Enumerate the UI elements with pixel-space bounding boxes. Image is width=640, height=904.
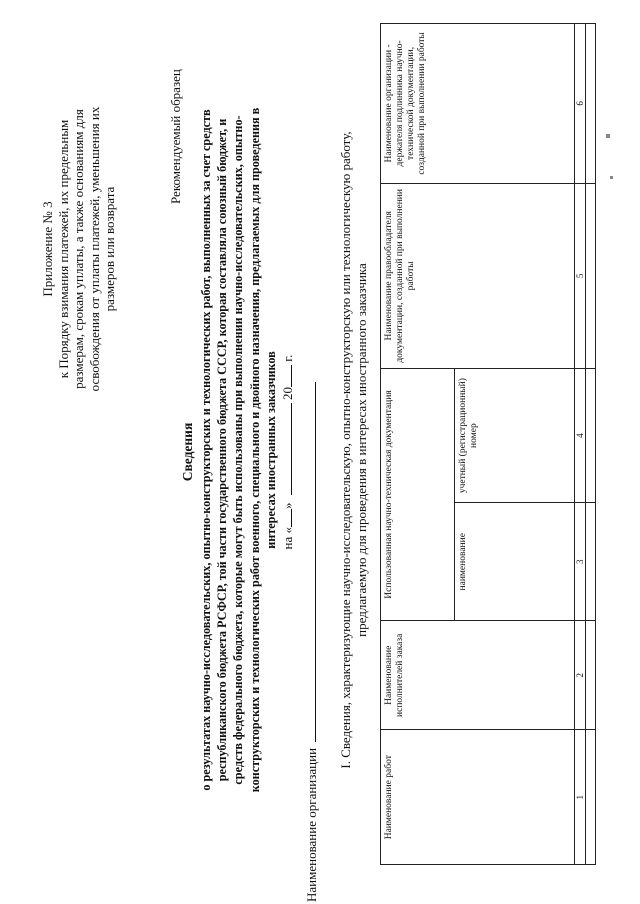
year-suffix: г. xyxy=(280,354,295,362)
table-cell xyxy=(586,621,596,730)
appendix-number: Приложение № 3 xyxy=(40,201,55,297)
lead-line: республиканского бюджета РСФСР, той части государственного бюджета СССР, которая составляла союзный бюджет, и xyxy=(215,118,230,782)
table-cell xyxy=(586,24,596,184)
table-row xyxy=(586,24,596,865)
section-line: I. Сведения, характеризующие научно-исследовательскую, опытно-конструкторскую или технологическую работу, xyxy=(338,131,353,769)
date-line xyxy=(280,0,296,904)
column-number: 4 xyxy=(575,368,586,503)
document-title: Сведения xyxy=(180,422,195,482)
sample-label: Рекомендуемый образец xyxy=(168,69,183,204)
section-line: предлагаемую для проведения в интересах иностранного заказчика xyxy=(354,263,369,637)
appendix-line: размеров или возврата xyxy=(102,186,117,312)
organization-blank xyxy=(304,382,316,742)
year-prefix: 20 xyxy=(280,386,295,400)
header-doc-name: наименование xyxy=(455,503,575,621)
appendix-line: освобождения от уплаты платежей, уменьшения их xyxy=(86,106,102,392)
year-blank xyxy=(281,365,292,387)
header-documentation-group: Использованная научно-техническая документация xyxy=(381,368,455,620)
lead-line: конструкторских и технологических работ военного, специального и двойного назначения, предлагаемых для проведения в xyxy=(247,107,262,793)
header-original-holder: Наименование организации - держателя подлинника научно-технической документации, созданной при выполнении работы xyxy=(381,24,575,184)
column-number: 2 xyxy=(575,621,586,730)
table-cell xyxy=(586,368,596,503)
table-cell xyxy=(586,730,596,865)
header-executors: Наименование исполнителей заказа xyxy=(381,621,575,730)
column-number: 1 xyxy=(575,730,586,865)
appendix-header xyxy=(40,24,118,474)
appendix-line: размерам, срокам уплаты, а также основаниям для xyxy=(71,109,86,389)
month-blank xyxy=(281,403,292,495)
lead-paragraph xyxy=(198,40,279,860)
header-doc-number: учетный (регистрационный) номер xyxy=(455,368,575,503)
header-rightholder: Наименование правообладателя документации, созданной при выполнении работы xyxy=(381,183,575,368)
column-number: 3 xyxy=(575,503,586,621)
lead-line: интересах иностранных заказчиков xyxy=(263,351,278,549)
column-number: 5 xyxy=(575,183,586,368)
table-cell xyxy=(586,503,596,621)
table-cell xyxy=(586,183,596,368)
date-prefix: на « xyxy=(280,526,295,550)
organization-line xyxy=(304,382,320,902)
day-blank xyxy=(281,509,292,527)
organization-label: Наименование организации xyxy=(304,747,319,902)
lead-line: средств федерального бюджета, которые могут быть использованы при выполнении научно-исследовательских, опытно- xyxy=(231,115,246,785)
works-table xyxy=(380,23,596,865)
date-mid: » xyxy=(280,502,295,509)
lead-line: о результатах научно-исследовательских, опытно-конструкторских и технологических работ, выполненных за счет средств xyxy=(199,109,213,791)
scan-dot xyxy=(610,176,613,179)
header-works: Наименование работ xyxy=(381,730,575,865)
appendix-line: к Порядку взимания платежей, их предельным xyxy=(55,119,71,379)
table-number-row xyxy=(575,24,586,865)
section-heading xyxy=(338,40,370,860)
table-header-row xyxy=(381,24,455,865)
scan-dot xyxy=(606,134,610,138)
column-number: 6 xyxy=(575,24,586,184)
